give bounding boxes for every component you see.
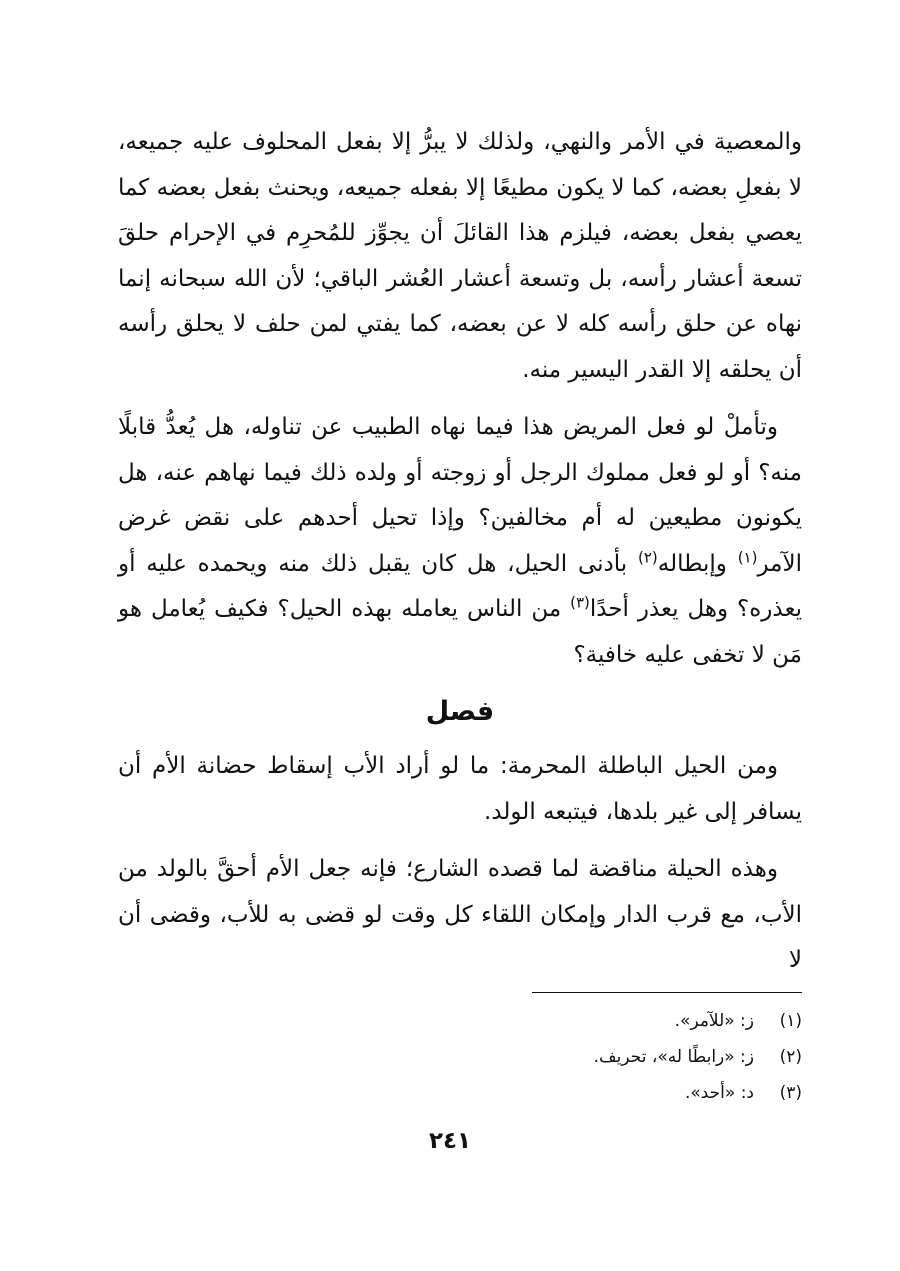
- paragraph-2-part-b: وإبطاله: [657, 550, 738, 577]
- footnote-1: [118, 1003, 802, 1039]
- footnote-3: [118, 1075, 802, 1111]
- paragraph-3: ومن الحيل الباطلة المحرمة: ما لو أراد الأب إسقاط حضانة الأم أن يسافر إلى غير بلدها، فيتبعه الولد.: [118, 753, 802, 825]
- footnote-ref-2[interactable]: (٢): [638, 547, 658, 566]
- footnote-3-text: د: «أحد».: [684, 1083, 754, 1103]
- footnote-1-text: ز: «للآمر».: [674, 1011, 754, 1031]
- paragraph-1: والمعصية في الأمر والنهي، ولذلك لا يبرُّ إلا بفعل المحلوف عليه جميعه، لا بفعلِ بعضه، كما لا يكون مطيعًا إلا بفعله جميعه، ويحنث بفعل بعضه كما يعصي بفعل بعضه، فيلزم هذا القائلَ أن يجوِّز للمُحرِم في الإحرام حلقَ تسعة أعشار رأسه، بل وتسعة أعشار العُشر الباقي؛ لأن الله سبحانه إنما نهاه عن حلق رأسه كله لا عن بعضه، كما يفتي لمن حلف لا يحلق رأسه أن يحلقه إلا القدر اليسير منه.: [118, 129, 802, 383]
- paragraph-2-part-c: بأدنى الحيل، هل كان يقبل ذلك منه ويحمده عليه أو يعذره؟ وهل يعذر أحدًا: [118, 550, 802, 622]
- footnote-3-number: (٣): [779, 1083, 802, 1103]
- footnotes: [118, 1003, 802, 1111]
- footnote-1-number: (١): [779, 1011, 802, 1031]
- footnote-ref-3[interactable]: (٣): [570, 593, 590, 612]
- paragraph-2-part-a: وتأملْ لو فعل المريض هذا فيما نهاه الطبيب عن تناوله، هل يُعدُّ قابلًا منه؟ أو لو فعل مملوك الرجل أو زوجته أو ولده ذلك فيما نهاهم عنه، هل يكونون مطيعين له أم مخالفين؟ وإذا تحيل أحدهم على نقض غرض الآمر: [118, 414, 802, 577]
- footnote-2: [118, 1039, 802, 1075]
- page-body: [118, 120, 802, 984]
- footnote-divider: [532, 992, 802, 993]
- paragraph-4: وهذه الحيلة مناقضة لما قصده الشارع؛ فإنه جعل الأم أحقَّ بالولد من الأب، مع قرب الدار وإمكان اللقاء كل وقت لو قضى به للأب، وقضى أن لا: [118, 856, 802, 973]
- footnote-ref-1[interactable]: (١): [737, 547, 758, 566]
- section-heading: فصل: [425, 696, 495, 727]
- page-number: ٢٤١: [428, 1128, 472, 1154]
- footnote-2-number: (٢): [779, 1047, 802, 1067]
- paragraph-2-part-d: من الناس يعامله بهذه الحيل؟ فكيف يُعامل هو مَن لا تخفى عليه خافية؟: [118, 596, 802, 668]
- paragraph-2: [118, 405, 802, 678]
- footnote-2-text: ز: «رابطًا له»، تحريف.: [593, 1047, 754, 1067]
